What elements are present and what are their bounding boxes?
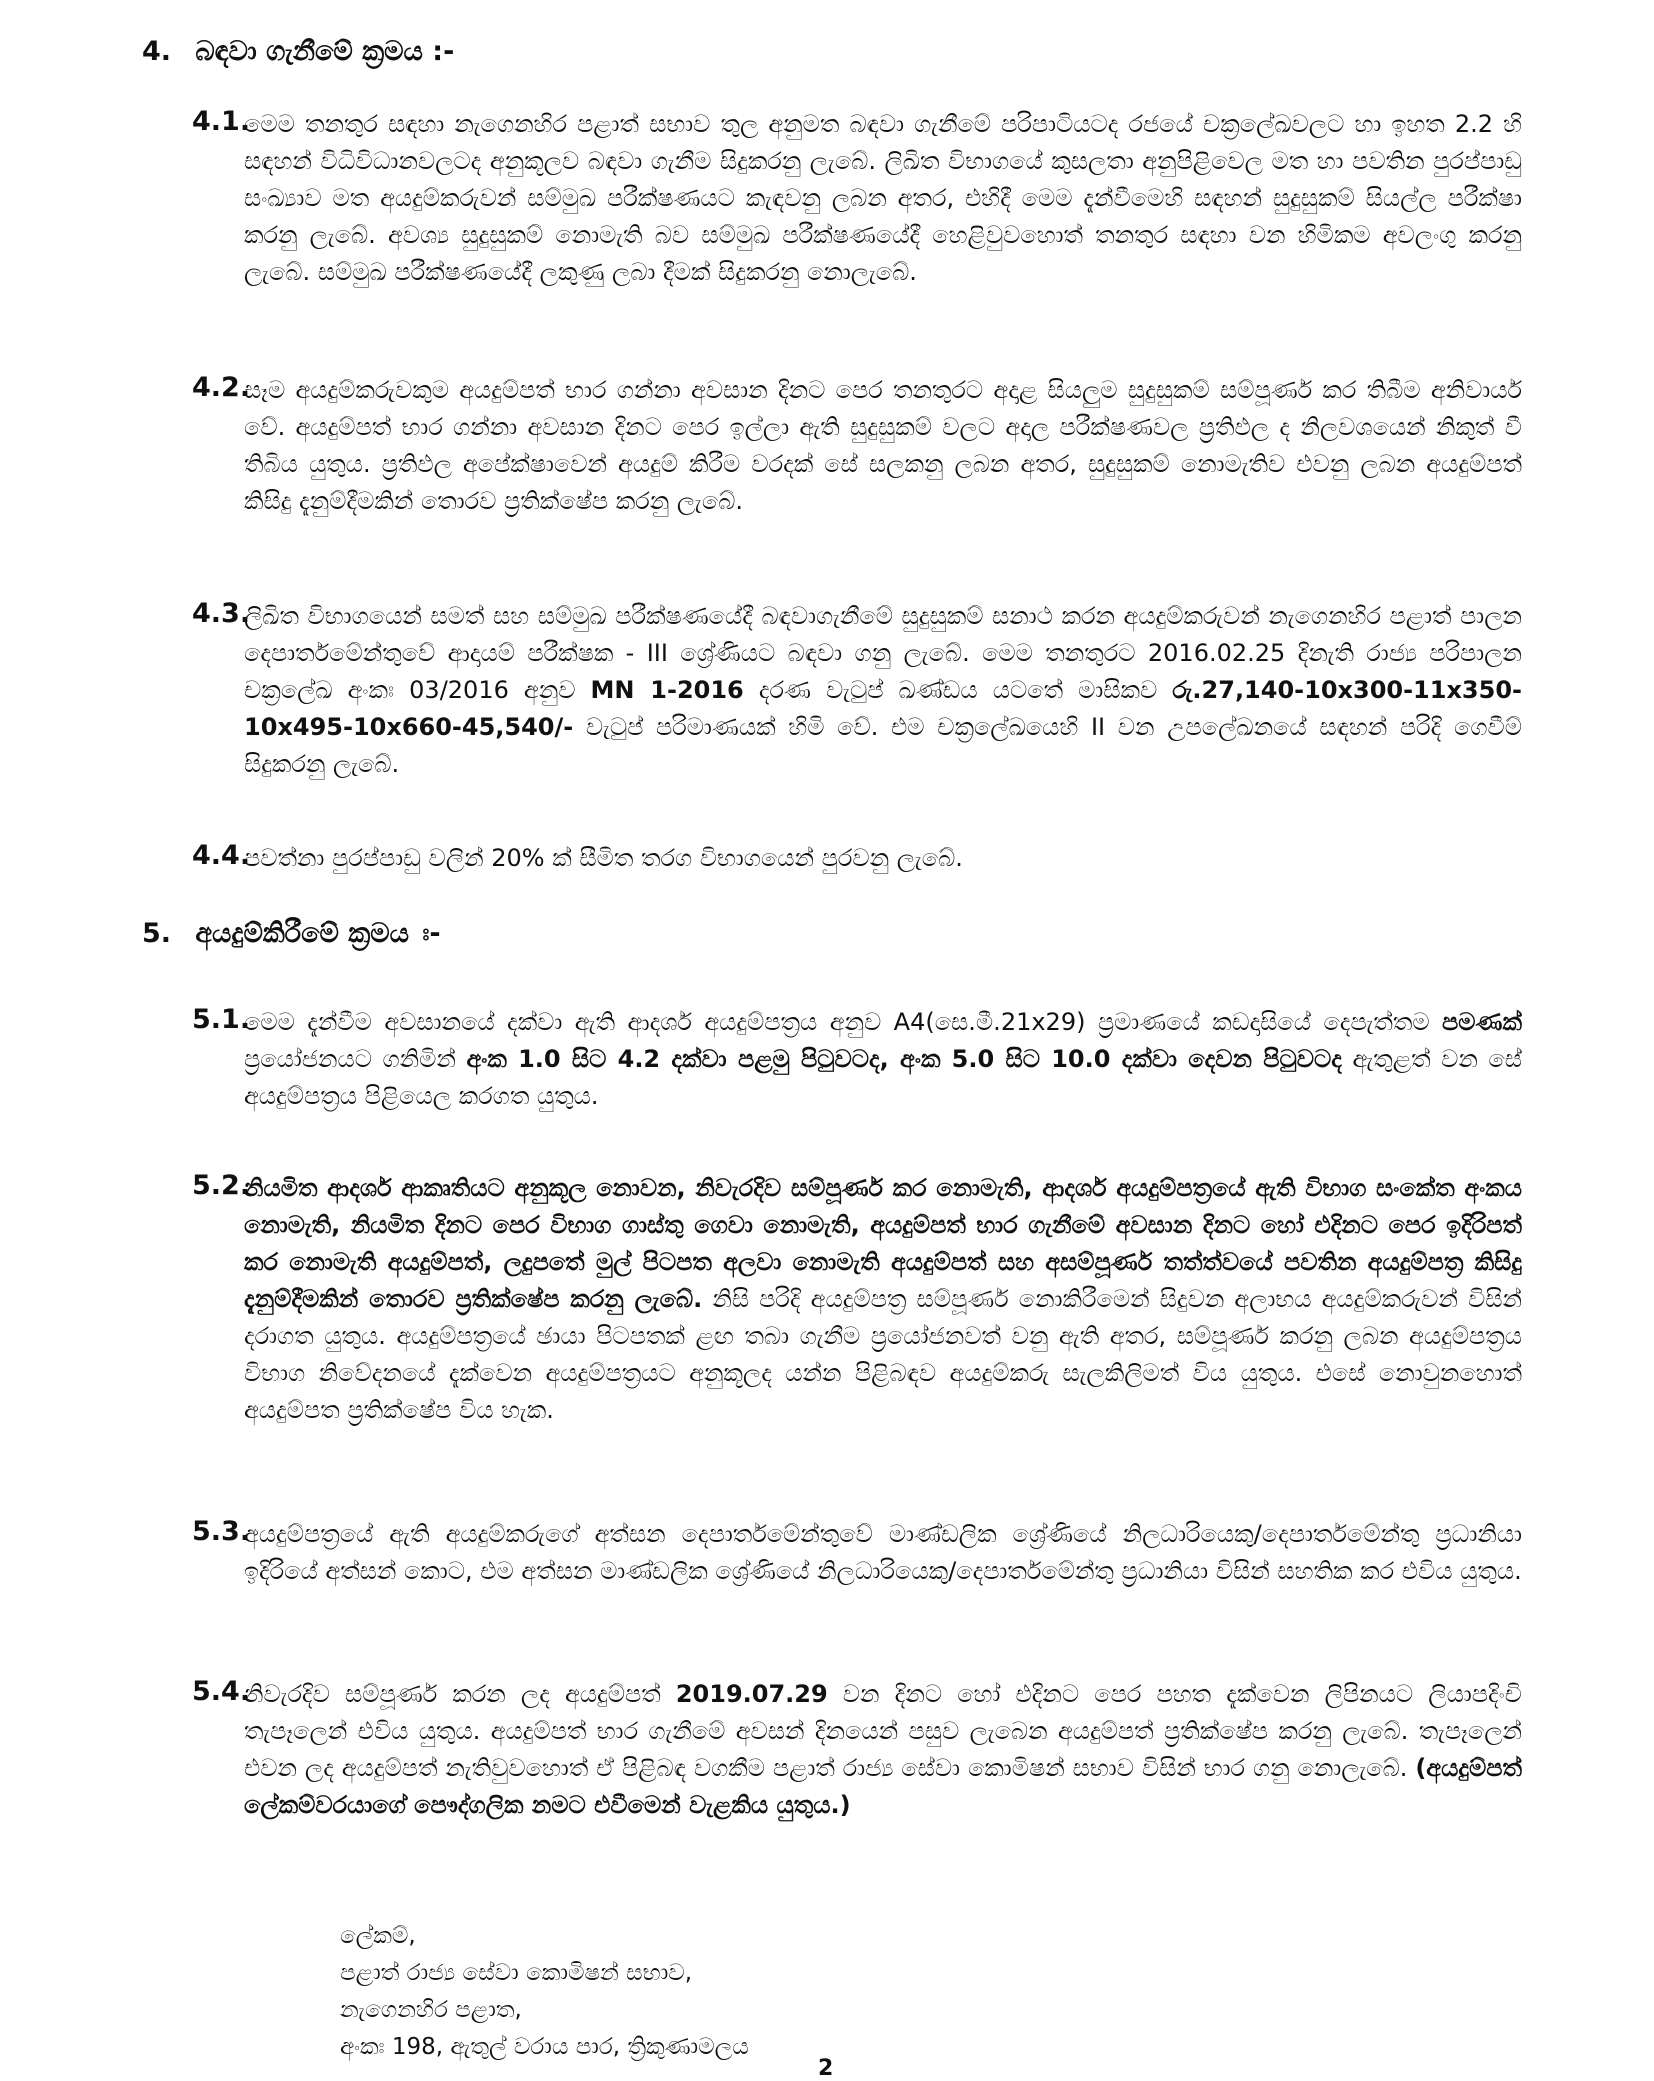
text-run: පවත්නා පුරප්පාඩු වලින් 20% ක් සීමිත තරග විභාගයෙන් පුරවනු ලැබේ.: [244, 844, 963, 872]
salary-scale: රු.27,140-10x300-11x350-10x495-10x660-45,540/-: [244, 676, 1522, 741]
page-number: 2: [818, 2056, 834, 2081]
text-run: නිවැරදිව සම්පූර්ණ කරන ලද අයදුම්පත්: [244, 1680, 676, 1708]
paragraph-number: 5.3.: [192, 1516, 251, 1547]
text-run: අයදුම්පත්‍රයේ ඇති අයදුම්කරුගේ අත්සන දෙපාර්තමේන්තුවේ මාණ්ඩලික ශ්‍රේණියේ නිලධාරියෙකු/දෙපාර්තමේන්තු ප්‍රධානියා ඉදිරියේ අත්සන් කොට, එම අත්සන මාණ්ඩලික ශ්‍රේණියේ නිලධාරියෙකු/දෙපාර්තමේන්තු ප්‍රධානියා විසින් සහතික කර එවිය යුතුය.: [244, 1520, 1522, 1585]
closing-date: 2019.07.29: [675, 1680, 828, 1708]
section-number: 4.: [142, 36, 172, 67]
paragraph-text: [244, 1516, 1522, 1590]
paragraph-text: [244, 1170, 1522, 1429]
paragraph-number: 5.2.: [192, 1170, 251, 1201]
paragraph-number: 5.4.: [192, 1676, 251, 1707]
section-heading-5: [142, 918, 441, 950]
address-line: පළාත් රාජ්‍ය සේවා කොමිෂන් සභාව,: [340, 1960, 693, 1986]
paragraph-5-3: [192, 1516, 1522, 1590]
paragraph-number: 4.2.: [192, 372, 251, 403]
paragraph-4-2: [192, 372, 1522, 520]
paragraph-text: [244, 1004, 1522, 1115]
section-number: 5.: [142, 918, 172, 949]
paragraph-text: [244, 840, 1522, 877]
paragraph-5-2: [192, 1170, 1522, 1429]
paragraph-text: [244, 1676, 1522, 1824]
paragraph-number: 4.1.: [192, 106, 251, 137]
text-run: ඇතුළත් වන සේ අයදුම්පත්‍රය පිළියෙල කරගත යුතුය.: [244, 1045, 1522, 1110]
address-line: අංකඃ 198, ඇතුල් වරාය පාර, ත්‍රිකුණාමලය: [340, 2034, 749, 2060]
paragraph-4-4: [192, 840, 1522, 877]
text-run: වන දිනට හෝ එදිනට පෙර පහත දැක්වෙන ලිපිනයට ලියාපදිංචි තැපෑලෙන් එවිය යුතුය. අයදුම්පත් භාර ගැනීමේ අවසන් දිනයෙන් පසුව ලැබෙන අයදුම්පත් ප්‍රතික්ෂේප කරනු ලැබේ. තැපෑලෙන් එවන ලද අයදුම්පත් නැතිවුවහොත් ඒ පිළිබඳ වගකීම පළාත් රාජ්‍ය සේවා කොමිෂන් සභාව විසින් භාර ගනු නොලැබේ.: [244, 1680, 1522, 1782]
text-run: මෙම දැන්වීම අවසානයේ දක්වා ඇති ආදර්ශ අයදුම්පත්‍රය අනුව A4(සෙ.මී.21x29) ප්‍රමාණයේ කඩදාසියේ දෙපැත්තම: [244, 1008, 1443, 1036]
text-run: නිසි පරිදි අයදුම්පත්‍ර සම්පූර්ණ නොකිරීමෙන් සිදුවන අලාභය අයදුම්කරුවන් විසින් දරාගත යුතුය. අයදුම්පත්‍රයේ ඡායා පිටපතක් ළඟ තබා ගැනීම ප්‍රයෝජනවත් වනු ඇති අතර, සම්පූර්ණ කරනු ලබන අයදුම්පත්‍රය විභාග නිවේදනයේ දැක්වෙන අයදුම්පත්‍රයට අනුකූලද යන්න පිළිබඳව අයදුම්කරු සැලකිලිමත් විය යුතුය. එසේ නොවුනහොත් අයදුම්පත ප්‍රතික්ෂේප විය හැක.: [244, 1285, 1522, 1424]
text-run: සෑම අයදුම්කරුවකුම අයදුම්පත් භාර ගන්නා අවසාන දිනට පෙර තනතුරට අදාළ සියලුම සුදුසුකම් සම්පූර්ණ කර තිබීම අනිවාර්ය වේ. අයදුම්පත් භාර ගන්නා අවසාන දිනට පෙර ඉල්ලා ඇති සුදුසුකම් වලට අදාල පරීක්ෂණවල ප්‍රතිඵල ද නිලවශයෙන් නිකුත් වී තිබිය යුතුය. ප්‍රතිඵල අපේක්ෂාවෙන් අයදුම් කිරීම වරදක් සේ සලකනු ලබන අතර, සුදුසුකම් නොමැතිව එවනු ලබන අයදුම්පත් කිසිදු දැනුම්දීමකින් තොරව ප්‍රතික්ෂේප කරනු ලැබේ.: [244, 376, 1522, 515]
rejection-conditions: නියමිත ආදර්ශ ආකෘතියට අනුකූල නොවන, නිවැරදිව සම්පූර්ණ කර නොමැති, ආදර්ශ අයදුම්පත්‍රයේ ඇති විභාග සංකේත අංකය නොමැති, නියමිත දිනට පෙර විභාග ගාස්තු ගෙවා නොමැති, අයදුම්පත් භාර ගැනීමේ අවසාන දිනට හෝ එදිනට පෙර ඉදිරිපත් කර නොමැති අයදුම්පත්, ලදුපතේ මුල් පිටපත අලවා නොමැති අයදුම්පත් සහ අසම්පූර්ණ තත්ත්වයේ පවතින අයදුම්පත්‍ර කිසිදු දැනුම්දීමකින් තොරව ප්‍රතික්ෂේප කරනු ලැබේ.: [244, 1174, 1522, 1313]
paragraph-5-1: [192, 1004, 1522, 1115]
section-title: අයදුම්කිරීමේ ක්‍රමය ඃ-: [195, 918, 441, 949]
paragraph-text: [244, 598, 1522, 783]
paragraph-number: 4.3.: [192, 598, 251, 629]
section-title: බඳවා ගැනීමේ ක්‍රමය :-: [195, 36, 455, 67]
address-line: නැගෙනහිර පළාත,: [340, 1997, 522, 2023]
text-run: ප්‍රයෝජනයට ගනිමින්: [244, 1045, 467, 1073]
paragraph-number: 4.4.: [192, 840, 251, 871]
section-heading-4: [142, 36, 454, 68]
grade-code: MN 1-2016: [590, 676, 744, 704]
address-block: [340, 1918, 749, 2066]
address-line: ලේකම්,: [340, 1923, 416, 1949]
emphasis-only: පමණක්: [1442, 1008, 1522, 1036]
text-run: ලිඛිත විභාගයෙන් සමත් සහ සම්මුඛ පරීක්ෂණයේදී බඳවාගැනීමේ සුදුසුකම් සනාථ කරන අයදුම්කරුවන් නැගෙනහිර පළාත් පාලන දෙපාර්තමේන්තුවේ ආදායම් පරීක්ෂක - III ශ්‍රේණියට බඳවා ගනු ලැබේ. මෙම තනතුරට 2016.02.25 දිනැති රාජ්‍ය පරිපාලන චක්‍රලේඛ අංකඃ 03/2016 අනුව: [244, 602, 1522, 704]
paragraph-4-1: [192, 106, 1522, 291]
paragraph-text: [244, 372, 1522, 520]
paragraph-number: 5.1.: [192, 1004, 251, 1035]
addressing-note: (අයදුම්පත් ලේකම්වරයාගේ පෞද්ගලික නමට එවීමෙන් වැළකිය යුතුය.): [244, 1754, 1522, 1819]
paragraph-text: [244, 106, 1522, 291]
text-run: මෙම තනතුර සඳහා නැගෙනහිර පළාත් සභාව තුල අනුමත බඳවා ගැනීමේ පරිපාටියටද රජයේ චක්‍රලේඛවලට හා ඉහත 2.2 හි සඳහන් විධිවිධානවලටද අනුකූලව බඳවා ගැනීම සිදුකරනු ලැබේ. ලිඛිත විභාගයේ කුසලතා අනුපිළිවෙල මත හා පවතින පුරප්පාඩු සංඛ්‍යාව මත අයදුම්කරුවන් සම්මුඛ පරීක්ෂණයට කැඳවනු ලබන අතර, එහිදී මෙම දැන්වීමෙහි සඳහන් සුදුසුකම් සියල්ල පරීක්ෂා කරනු ලැබේ. අවශ්‍ය සුදුසුකම් නොමැති බව සම්මුඛ පරීක්ෂණයේදී හෙළිවුවහොත් තනතුර සඳහා වන හිමිකම අවලංගු කරනු ලැබේ. සම්මුඛ පරීක්ෂණයේදී ලකුණු ලබා දීමක් සිදුකරනු නොලැබේ.: [244, 110, 1522, 286]
paragraph-5-4: [192, 1676, 1522, 1824]
text-run: දරණ වැටුප් ඛණ්ඩය යටතේ මාසිකව: [743, 676, 1173, 704]
page-layout-note: අංක 1.0 සිට 4.2 දක්වා පළමු පිටුවටද, අංක 5.0 සිට 10.0 දක්වා දෙවන පිටුවටද: [466, 1045, 1342, 1073]
text-run: වැටුප් පරිමාණයක් හිමි වේ. එම චක්‍රලේඛයෙහි II වන උපලේඛනයේ සඳහන් පරිදි ගෙවීම් සිදුකරනු ලැබේ.: [244, 713, 1522, 778]
paragraph-4-3: [192, 598, 1522, 783]
